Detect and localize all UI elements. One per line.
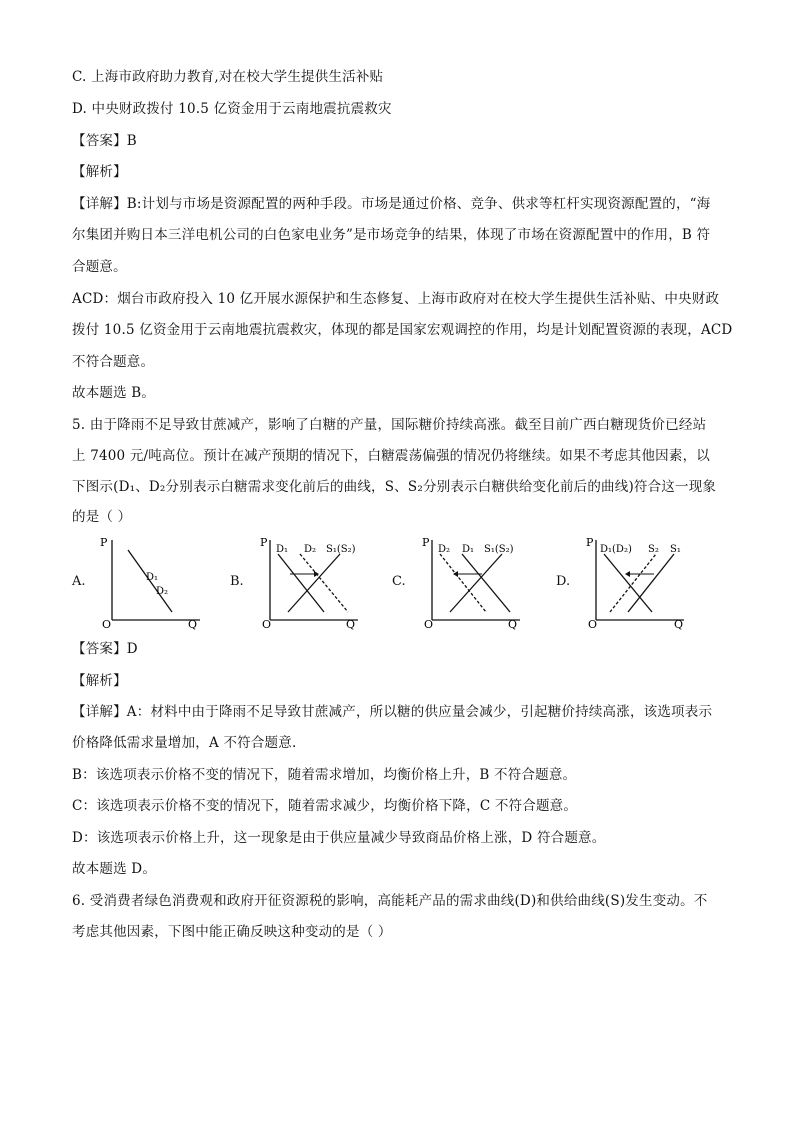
supply-curve-s1	[628, 554, 674, 612]
figure-b-graph	[230, 530, 370, 630]
figure-d-graph	[556, 530, 696, 630]
option-label: A.	[72, 574, 86, 589]
supply-curve-s2	[610, 554, 656, 612]
q6-stem-line-1: 6. 受消费者绿色消费观和政府开征资源税的影响，高能耗产品的需求曲线(D)和供给曲线(S)发生变动。不	[72, 893, 708, 909]
q-label: Q	[346, 618, 356, 630]
d-label: D₁(D₂)	[600, 544, 632, 555]
q4-analysis-heading: 【解析】	[72, 164, 127, 180]
supply-curve	[288, 554, 340, 612]
q4-conclusion: 故本题选 B。	[72, 385, 156, 401]
figure-option-b	[230, 530, 370, 630]
q-label: Q	[508, 618, 518, 630]
figure-option-c	[392, 530, 532, 630]
q-label: Q	[188, 618, 198, 630]
q5-stem-line-4: 的是（ ）	[72, 509, 132, 525]
q-label: Q	[674, 618, 684, 630]
shift-arrowhead	[314, 571, 319, 577]
q4-acd-line-2: 拨付 10.5 亿资金用于云南地震抗震救灾，体现的都是国家宏观调控的作用，均是计划配置资源的表现，ACD	[72, 322, 733, 338]
p-label: P	[422, 536, 430, 549]
figure-c-graph	[392, 530, 532, 630]
figure-option-a	[72, 530, 212, 630]
demand-curve-d2	[300, 554, 348, 612]
supply-curve	[450, 554, 502, 612]
demand-curve-d1	[462, 554, 510, 612]
s2-label: S₂	[648, 544, 659, 555]
q4-detail-line-1: 【详解】B:计划与市场是资源配置的两种手段。市场是通过价格、竞争、供求等杠杆实现资源配置的，“海	[72, 196, 711, 212]
q5-stem-line-2: 上 7400 元/吨高位。预计在减产预期的情况下，白糖震荡偏强的情况仍将继续。如果不考虑其他因素，以	[72, 448, 710, 464]
p-label: P	[100, 536, 108, 549]
q4-detail-line-2: 尔集团并购日本三洋电机公司的白色家电业务”是市场竞争的结果，体现了市场在资源配置中的作用，B 符	[72, 227, 711, 243]
q5-detail-c: C：该选项表示价格不变的情况下，随着需求减少，均衡价格下降，C 不符合题意。	[72, 798, 578, 814]
demand-curve	[604, 554, 652, 612]
d1-label: D₁	[462, 544, 475, 555]
o-label: O	[102, 618, 112, 630]
d1-label: D₁	[146, 572, 159, 583]
q5-answer: 【答案】D	[72, 641, 138, 657]
option-label: B.	[230, 574, 244, 589]
q4-acd-line-3: 不符合题意。	[72, 354, 155, 370]
o-label: O	[262, 618, 272, 630]
demand-curve-d2	[440, 554, 486, 612]
figure-option-d	[556, 530, 696, 630]
p-label: P	[260, 536, 268, 549]
q5-analysis-heading: 【解析】	[72, 673, 127, 689]
shift-arrowhead	[625, 571, 630, 577]
option-label: C.	[392, 574, 406, 589]
q6-stem-line-2: 考虑其他因素，下图中能正确反映这种变动的是（ ）	[72, 924, 392, 940]
demand-curve-d1	[278, 554, 324, 612]
option-d: D. 中央财政拨付 10.5 亿资金用于云南地震抗震救灾	[72, 101, 392, 117]
q5-detail-a-line-2: 价格降低需求量增加，A 不符合题意.	[72, 735, 297, 751]
option-label: D.	[556, 574, 571, 589]
o-label: O	[424, 618, 434, 630]
o-label: O	[588, 618, 598, 630]
d2-label: D₂	[304, 544, 317, 555]
q5-conclusion: 故本题选 D。	[72, 861, 157, 877]
d2-label: D₂	[156, 586, 169, 597]
q5-detail-a-line-1: 【详解】A：材料中由于降雨不足导致甘蔗减产，所以糖的供应量会减少，引起糖价持续高涨，该选项表示	[72, 704, 713, 720]
q4-answer: 【答案】B	[72, 133, 137, 149]
p-label: P	[586, 536, 594, 549]
d1-label: D₁	[276, 544, 289, 555]
s1-label: S₁	[670, 544, 681, 555]
q5-stem-line-3: 下图示(D₁、D₂分别表示白糖需求变化前后的曲线，S、S₂分别表示白糖供给变化前后的曲线)符合这一现象	[72, 479, 717, 495]
figure-a-graph	[72, 530, 212, 630]
q4-acd-line-1: ACD：烟台市政府投入 10 亿开展水源保护和生态修复、上海市政府对在校大学生提供生活补贴、中央财政	[72, 291, 720, 307]
d2-label: D₂	[438, 544, 451, 555]
option-c: C. 上海市政府助力教育,对在校大学生提供生活补贴	[72, 69, 384, 85]
q5-stem-line-1: 5. 由于降雨不足导致甘蔗减产，影响了白糖的产量，国际糖价持续高涨。截至目前广西白糖现货价已经站	[72, 417, 707, 433]
s-label: S₁(S₂)	[326, 544, 356, 555]
q5-detail-d: D：该选项表示价格上升，这一现象是由于供应量减少导致商品价格上涨，D 符合题意。	[72, 830, 606, 846]
s-label: S₁(S₂)	[484, 544, 514, 555]
q5-detail-b: B：该选项表示价格不变的情况下，随着需求增加，均衡价格上升，B 不符合题意。	[72, 767, 577, 783]
q4-detail-line-3: 合题意。	[72, 259, 127, 275]
